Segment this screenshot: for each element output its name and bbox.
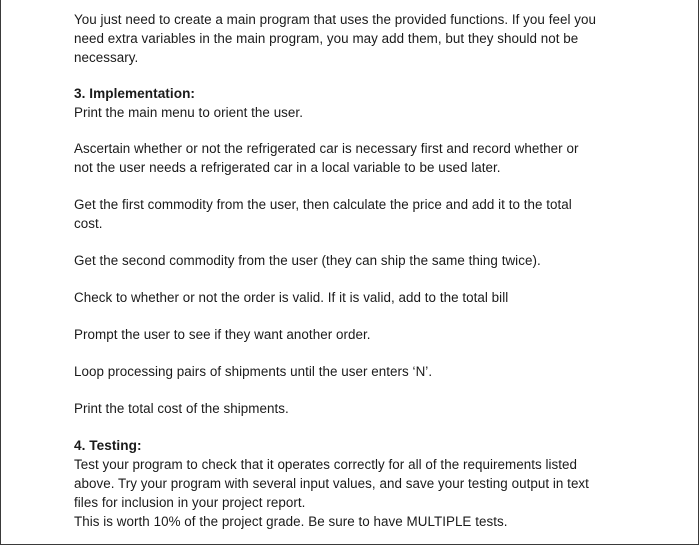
testing-section: [74, 436, 674, 531]
intro-line: need extra variables in the main program, you may add them, but they should not be: [74, 31, 579, 46]
testing-line: above. Try your program with several input values, and save your testing output in text: [74, 476, 589, 491]
implementation-step: not the user needs a refrigerated car in a local variable to be used later.: [74, 160, 501, 175]
implementation-step: Loop processing pairs of shipments until the user enters ‘N’.: [74, 364, 433, 379]
implementation-step: Get the second commodity from the user (they can ship the same thing twice).: [74, 253, 541, 268]
testing-line: This is worth 10% of the project grade. Be sure to have MULTIPLE tests.: [74, 514, 508, 529]
intro-line: You just need to create a main program that uses the provided functions. If you feel you: [74, 12, 596, 27]
testing-heading: 4. Testing:: [74, 438, 142, 453]
testing-line: Test your program to check that it operates correctly for all of the requirements listed: [74, 457, 578, 472]
implementation-step: Get the first commodity from the user, then calculate the price and add it to the total: [74, 197, 572, 212]
implementation-heading: 3. Implementation:: [74, 86, 195, 101]
implementation-step: Check to whether or not the order is valid. If it is valid, add to the total bill: [74, 290, 509, 305]
implementation-step: Prompt the user to see if they want another order.: [74, 327, 371, 342]
intro-paragraph: [74, 10, 674, 67]
implementation-step-block: [74, 195, 674, 233]
testing-line: files for inclusion in your project report.: [74, 495, 306, 510]
intro-line: necessary.: [74, 50, 139, 65]
implementation-step-block: [74, 139, 674, 177]
implementation-step: Print the main menu to orient the user.: [74, 105, 303, 120]
document-body: [74, 10, 674, 531]
implementation-section: [74, 84, 674, 418]
implementation-step: Print the total cost of the shipments.: [74, 401, 289, 416]
implementation-step: cost.: [74, 216, 103, 231]
implementation-step: Ascertain whether or not the refrigerated car is necessary first and record whether or: [74, 141, 579, 156]
